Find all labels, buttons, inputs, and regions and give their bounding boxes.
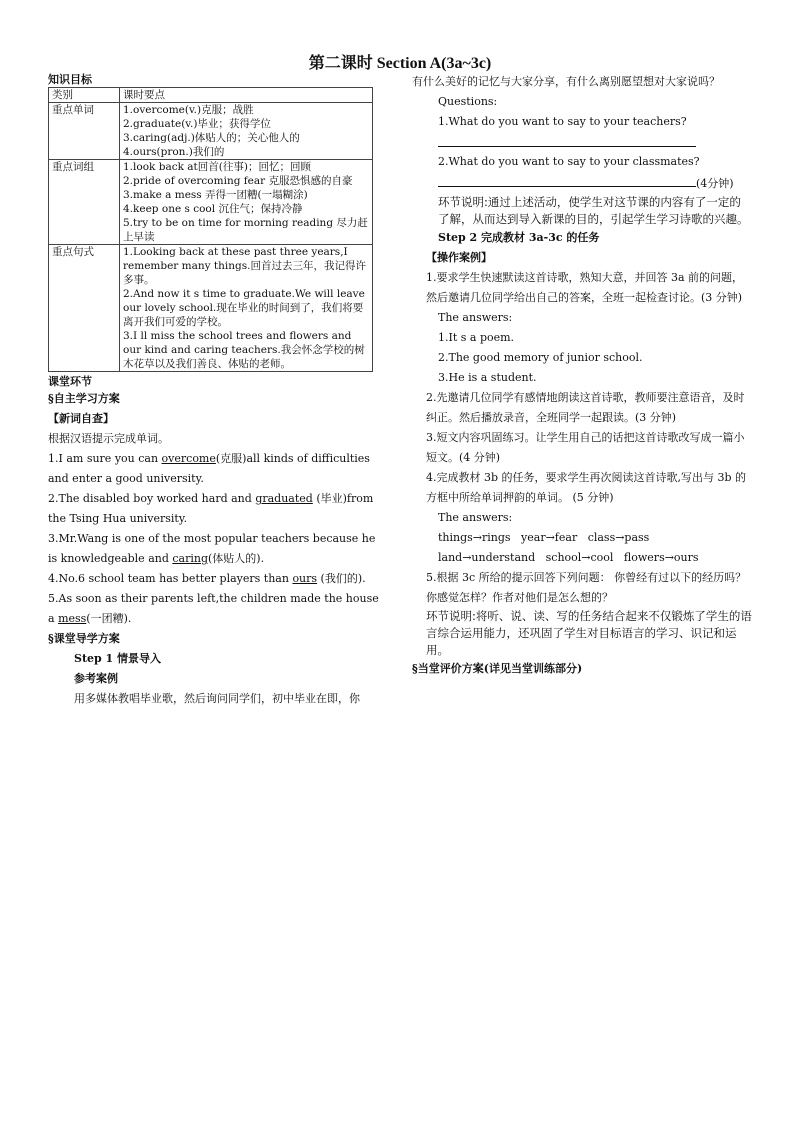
table-cell-category: 重点单词: [49, 103, 120, 160]
task-5: 5.根据 3c 所给的提示回答下列问题： 你曾经有过以下的经历吗？ 你感觉怎样？作者对他们是怎么想的？: [426, 571, 747, 604]
exercise-text: (体贴人的).: [208, 552, 265, 565]
list-item: 3.I ll miss the school trees and flowers and our kind and caring teachers.我会怀念学校的树木花草以及我们善良、体贴的老师。: [123, 330, 365, 370]
exercise-item: [48, 449, 386, 489]
answers-label: The answers:: [438, 311, 513, 324]
exercise-text: 5.As soon as their parents left,the children made the house a: [48, 592, 379, 625]
answer-item: 1.It s a poem.: [438, 331, 515, 344]
table-cell-items: [120, 160, 373, 245]
exercise-answer: ours: [292, 572, 318, 585]
right-column: [412, 72, 752, 679]
list-item: 2.graduate(v.)毕业；获得学位: [123, 118, 271, 130]
list-item: 4.keep one s cool 沉住气；保持冷静: [123, 203, 303, 215]
table-header-cell: 课时要点: [120, 88, 373, 103]
objectives-heading: 知识目标: [48, 73, 92, 86]
list-item: 2.And now it s time to graduate.We will leave our lovely school.现在毕业的时间到了，我们将要离开我们可爱的学校。: [123, 288, 365, 328]
exercise-item: [48, 529, 386, 569]
list-item: 1.overcome(v.)克服；战胜: [123, 104, 254, 116]
list-item: 3.caring(adj.)体贴人的；关心他人的: [123, 132, 300, 144]
answers-label: The answers:: [438, 511, 513, 524]
exercise-answer: graduated: [255, 492, 313, 505]
question-1: 1.What do you want to say to your teachers?: [438, 115, 687, 128]
operation-heading: 【操作案例】: [426, 251, 492, 264]
exercise-answer: mess: [58, 612, 87, 625]
list-item: 1.look back at回首(往事)；回忆；回顾: [123, 161, 311, 173]
time-note: (4分钟): [696, 177, 734, 190]
exercise-text: (毕业)from the Tsing Hua university.: [48, 492, 374, 525]
answer-line-2: [412, 172, 752, 194]
exercise-text: 1.I am sure you can: [48, 452, 162, 465]
exercise-item: [48, 589, 386, 629]
exercise-text: (一团糟).: [86, 612, 132, 625]
reference-text: 用多媒体教唱毕业歌，然后询问同学们，初中毕业在即，你: [74, 692, 360, 705]
exercise-answer: caring: [172, 552, 208, 565]
page-title: 第二课时 Section A(3a~3c): [308, 55, 492, 72]
step2-heading: Step 2 完成教材 3a-3c 的任务: [438, 231, 600, 244]
task-4: 4.完成教材 3b 的任务，要求学生再次阅读这首诗歌,写出与 3b 的方框中所给单词押韵的单词。 (5 分钟): [426, 471, 747, 504]
answer-item: 3.He is a student.: [438, 371, 537, 384]
table-cell-items: [120, 245, 373, 372]
table-cell-items: [120, 103, 373, 160]
table-row: [49, 103, 373, 160]
guided-heading: §课堂导学方案: [48, 632, 120, 645]
task-2: 2.先邀请几位同学有感情地朗读这首诗歌，教师要注意语音，及时纠正。然后播放录音，全班同学一起跟读。(3 分钟): [426, 391, 745, 424]
exercise-text: (我们的).: [317, 572, 366, 585]
task-1: 1.要求学生快速默读这首诗歌，熟知大意，并回答 3a 前的问题，然后邀请几位同学给出自己的答案，全班一起检查讨论。(3 分钟): [426, 271, 744, 304]
exercise-text: (克服)all kinds of difficulties and enter a good university.: [48, 452, 370, 485]
list-item: 3.make a mess 弄得一团糟(一塌糊涂): [123, 189, 308, 201]
table-cell-category: 重点词组: [49, 160, 120, 245]
left-column: [48, 72, 386, 709]
questions-label: Questions:: [438, 95, 498, 108]
continuation-text: 有什么美好的记忆与大家分享，有什么离别愿望想对大家说吗？: [412, 75, 720, 88]
answer-line-1: [412, 132, 752, 152]
question-2: 2.What do you want to say to your classmates?: [438, 155, 700, 168]
task-3: 3.短文内容巩固练习。让学生用自己的话把这首诗歌改写成一篇小短文。(4 分钟): [426, 431, 745, 464]
exercise-answer: overcome: [161, 452, 216, 465]
evaluation-heading: §当堂评价方案(详见当堂训练部分): [412, 662, 583, 675]
answer-item: 2.The good memory of junior school.: [438, 351, 643, 364]
list-item: 2.pride of overcoming fear 克服恐惧感的自豪: [123, 175, 353, 187]
list-item: 1.Looking back at these past three years,I remember many things.回首过去三年，我记得许多事。: [123, 246, 366, 286]
rhyme-line: things→rings year→fear class→pass: [438, 531, 650, 544]
step1-heading: Step 1 情景导入: [74, 652, 162, 665]
self-study-heading: §自主学习方案: [48, 392, 120, 405]
table-cell-category: 重点句式: [49, 245, 120, 372]
new-words-heading: 【新词自查】: [48, 412, 114, 425]
key-points-table: [48, 87, 373, 372]
table-row: [49, 160, 373, 245]
exercise-item: [48, 569, 386, 589]
rhyme-line: land→understand school→cool flowers→ours: [438, 551, 699, 564]
section-note-2: 环节说明:将听、说、读、写的任务结合起来不仅锻炼了学生的语言综合运用能力，还巩固了学生对目标语言的学习、识记和运用。: [426, 609, 752, 657]
table-header-row: [49, 88, 373, 103]
reference-heading: 参考案例: [74, 672, 118, 685]
exercise-text: 4.No.6 school team has better players than: [48, 572, 293, 585]
table-row: [49, 245, 373, 372]
table-header-cell: 类别: [49, 88, 120, 103]
exercise-text: 2.The disabled boy worked hard and: [48, 492, 256, 505]
exercise-text: 3.Mr.Wang is one of the most popular teachers because he is knowledgeable and: [48, 532, 376, 565]
instruction-text: 根据汉语提示完成单词。: [48, 432, 169, 445]
list-item: 5.try to be on time for morning reading 尽力赶上早读: [123, 217, 368, 243]
list-item: 4.ours(pron.)我们的: [123, 146, 225, 158]
section-note-1: 环节说明:通过上述活动，使学生对这节课的内容有了一定的了解，从而达到导入新课的目的，引起学生学习诗歌的兴趣。: [438, 195, 749, 226]
class-steps-heading: 课堂环节: [48, 375, 92, 388]
exercise-item: [48, 489, 386, 529]
